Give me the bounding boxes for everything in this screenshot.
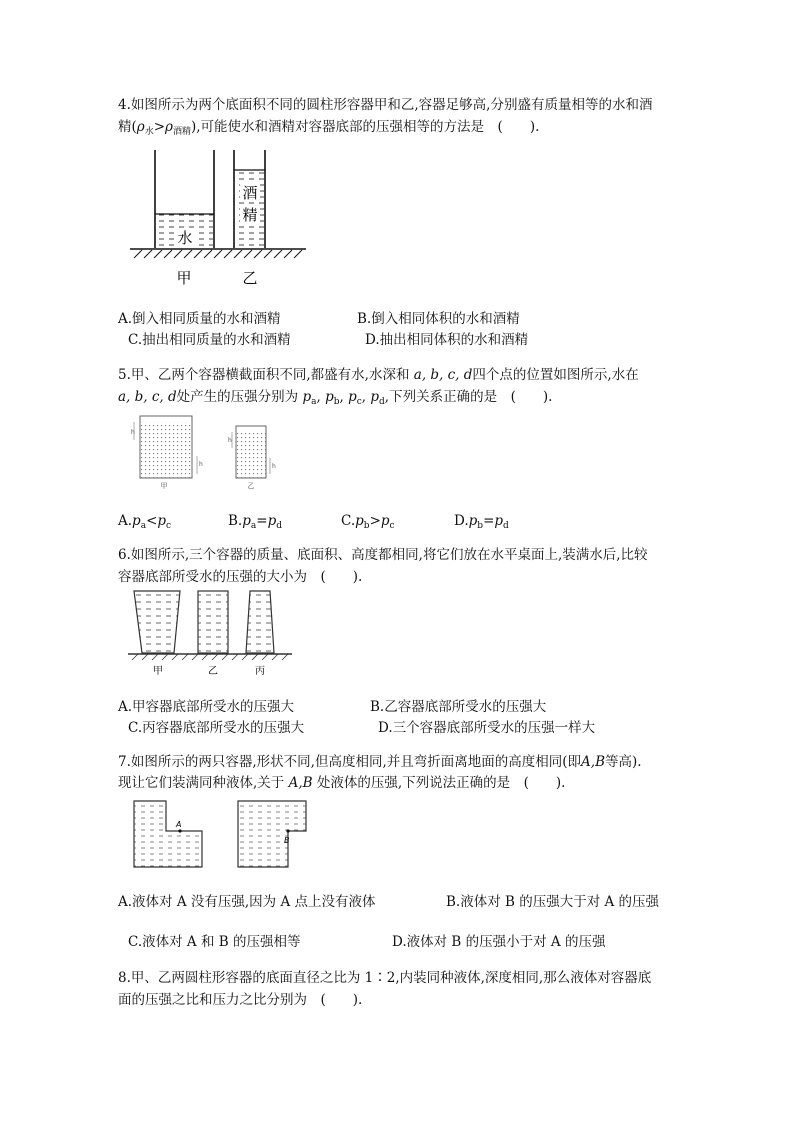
q7-option-c[interactable]: C.液体对 A 和 B 的压强相等 [128, 934, 301, 950]
q8-line1: 8.甲、乙两圆柱形容器的底面直径之比为 1∶2,内装同种液体,深度相同,那么液体对容器底 [118, 970, 652, 986]
q5-jia-h2: h [199, 461, 203, 468]
q4-line2-pre: 精( [118, 119, 137, 135]
q7-line2-post: 处液体的压强,下列说法正确的是 ( ). [316, 775, 566, 791]
q7-line1-post: 等高). [605, 754, 642, 770]
q5-opt-d-p1: p [468, 513, 478, 529]
q5-pc-p: p [348, 389, 357, 405]
q6-label-bing: 丙 [255, 666, 265, 677]
q5-option-a[interactable] [118, 511, 171, 536]
q5-opt-b-p2: p [267, 513, 277, 529]
q5-opt-d-pre: D. [454, 513, 469, 529]
q7-container-b [238, 801, 306, 867]
q5-opt-b-rel: = [256, 513, 268, 529]
q6-line2: 容器底部所受水的压强的大小为 ( ). [118, 569, 363, 585]
q7-ab-2: A,B [288, 775, 313, 791]
q5-opt-b-s1: a [250, 521, 257, 531]
q6-option-d[interactable]: D.三个容器底部所受水的压强一样大 [378, 720, 596, 736]
q4-label-jia: 甲 [176, 269, 192, 286]
q5-opt-b-p1: p [242, 513, 251, 529]
q5-jia-water [140, 422, 192, 478]
q5-opt-c-p2: p [380, 513, 390, 529]
q6-line1: 6.如图所示,三个容器的质量、底面积、高度都相同,将它们放在水平桌面上,装满水后,比较 [118, 547, 648, 563]
q5-pa-sub: a [311, 397, 317, 407]
q4-rho-alcohol: ρ [165, 119, 173, 135]
q5-pd-sub: d [379, 397, 385, 407]
q4-water-label: 水 [177, 229, 193, 247]
q7-figure [130, 797, 310, 872]
q6-label-yi: 乙 [208, 666, 218, 677]
q7-ab-1: A,B [581, 754, 605, 770]
q7-label-a: A [176, 820, 182, 829]
q5-opt-d-s2: d [503, 521, 509, 531]
q7-option-b[interactable]: B.液体对 B 的压强大于对 A 的压强 [446, 894, 660, 910]
q7-point-a [178, 829, 181, 832]
q5-pd-p: p [370, 389, 380, 405]
q5-opt-a-pre: A. [118, 513, 133, 529]
q8-line2: 面的压强之比和压力之比分别为 ( ). [118, 992, 363, 1008]
q4-option-d[interactable]: D.抽出相同体积的水和酒精 [365, 332, 529, 348]
q6-option-b[interactable]: B.乙容器底部所受水的压强大 [370, 699, 547, 715]
q5-opt-c-p1: p [355, 513, 364, 529]
q5-line1-post: 四个点的位置如图所示,水在 [472, 367, 639, 383]
q4-rho-water: ρ [136, 119, 145, 135]
q5-opt-c-s1: b [363, 521, 370, 531]
q6-container-yi [198, 591, 228, 653]
q4-option-c[interactable]: C.抽出相同质量的水和酒精 [128, 332, 291, 348]
q5-yi-water [236, 432, 266, 478]
q5-pb-sub: b [333, 397, 340, 407]
q5-line2-mid: 处产生的压强分别为 [176, 389, 299, 405]
q5-figure [124, 412, 284, 492]
q4-line2-post: ),可能使水和酒精对容器底部的压强相等的方法是 ( ). [191, 119, 540, 135]
q5-opt-d-p2: p [494, 513, 504, 529]
q5-pc-sub: c [356, 397, 362, 407]
q7-point-b [286, 829, 289, 832]
q5-pb-p: p [325, 389, 334, 405]
q5-option-d[interactable] [454, 511, 509, 536]
q6-option-a[interactable]: A.甲容器底部所受水的压强大 [118, 699, 295, 715]
q4-line1: 4.如图所示为两个底面积不同的圆柱形容器甲和乙,容器足够高,分别盛有质量相等的水和酒 [118, 97, 653, 113]
q5-opt-b-s2: d [276, 521, 282, 531]
q5-opt-a-s1: a [140, 521, 147, 531]
q5-opt-a-rel: < [146, 513, 158, 529]
q5-opt-c-pre: C. [341, 513, 356, 529]
q5-line1-pre: 5.甲、乙两个容器横截面积不同,都盛有水,水深和 [118, 367, 410, 383]
q7-container-a [134, 801, 202, 867]
q6-label-jia: 甲 [153, 666, 163, 677]
q5-points: a, b, c, d [413, 367, 473, 383]
q5-opt-a-p1: p [132, 513, 141, 529]
q4-figure [128, 146, 308, 286]
q5-opt-c-rel: > [369, 513, 381, 529]
q7-line1-pre: 7.如图所示的两只容器,形状不同,但高度相同,并且弯折面离地面的高度相同(即 [118, 754, 582, 770]
q5-line2: a, b, c, d处产生的压强分别为 $p_a$, $p_b$, $p_c$, $p_d$,下列关系正确的是 ( ). [118, 389, 553, 407]
q5-line2-post: ,下列关系正确的是 ( ). [384, 389, 553, 405]
q6-container-jia [134, 591, 180, 653]
q5-opt-d-s1: b [477, 521, 484, 531]
q6-option-c[interactable]: C.丙容器底部所受水的压强大 [128, 720, 305, 736]
q4-label-yi: 乙 [242, 269, 258, 286]
q5-yi-h2: h [272, 463, 276, 470]
q4-line2 [118, 117, 539, 142]
q7-option-a[interactable]: A.液体对 A 没有压强,因为 A 点上没有液体 [118, 894, 376, 910]
q5-option-c[interactable] [341, 511, 395, 536]
q5-label-jia: 甲 [160, 482, 168, 490]
q5-line2-points: a, b, c, d [118, 389, 177, 405]
q4-option-b[interactable]: B.倒入相同体积的水和酒精 [357, 311, 520, 327]
q5-opt-b-pre: B. [228, 513, 243, 529]
q5-jia-h1: h [131, 429, 135, 436]
q5-opt-a-p2: p [157, 513, 167, 529]
q5-line1 [118, 365, 639, 385]
q7-line1 [118, 752, 642, 772]
q7-option-d[interactable]: D.液体对 B 的压强小于对 A 的压强 [392, 934, 606, 950]
q5-pa-p: p [302, 389, 312, 405]
q6-figure [124, 585, 294, 680]
q5-option-b[interactable] [228, 511, 282, 536]
q5-label-yi: 乙 [247, 482, 255, 490]
q4-gt: > [153, 119, 166, 135]
q4-alcohol-label-1: 酒 [242, 184, 258, 202]
q4-sub-alcohol: 酒精 [172, 127, 191, 137]
q5-opt-c-s2: c [389, 521, 395, 531]
q4-alcohol-label-2: 精 [242, 206, 258, 224]
q7-label-b: B [284, 836, 290, 845]
q6-container-bing [246, 591, 274, 653]
q4-option-a[interactable]: A.倒入相同质量的水和酒精 [118, 311, 281, 327]
q7-line2 [118, 773, 565, 793]
q7-line2-pre: 现让它们装满同种液体,关于 [118, 775, 285, 791]
q5-opt-d-rel: = [483, 513, 495, 529]
q5-yi-h1: h [228, 437, 232, 444]
q4-sub-water: 水 [144, 127, 154, 137]
q5-opt-a-s2: c [166, 521, 172, 531]
